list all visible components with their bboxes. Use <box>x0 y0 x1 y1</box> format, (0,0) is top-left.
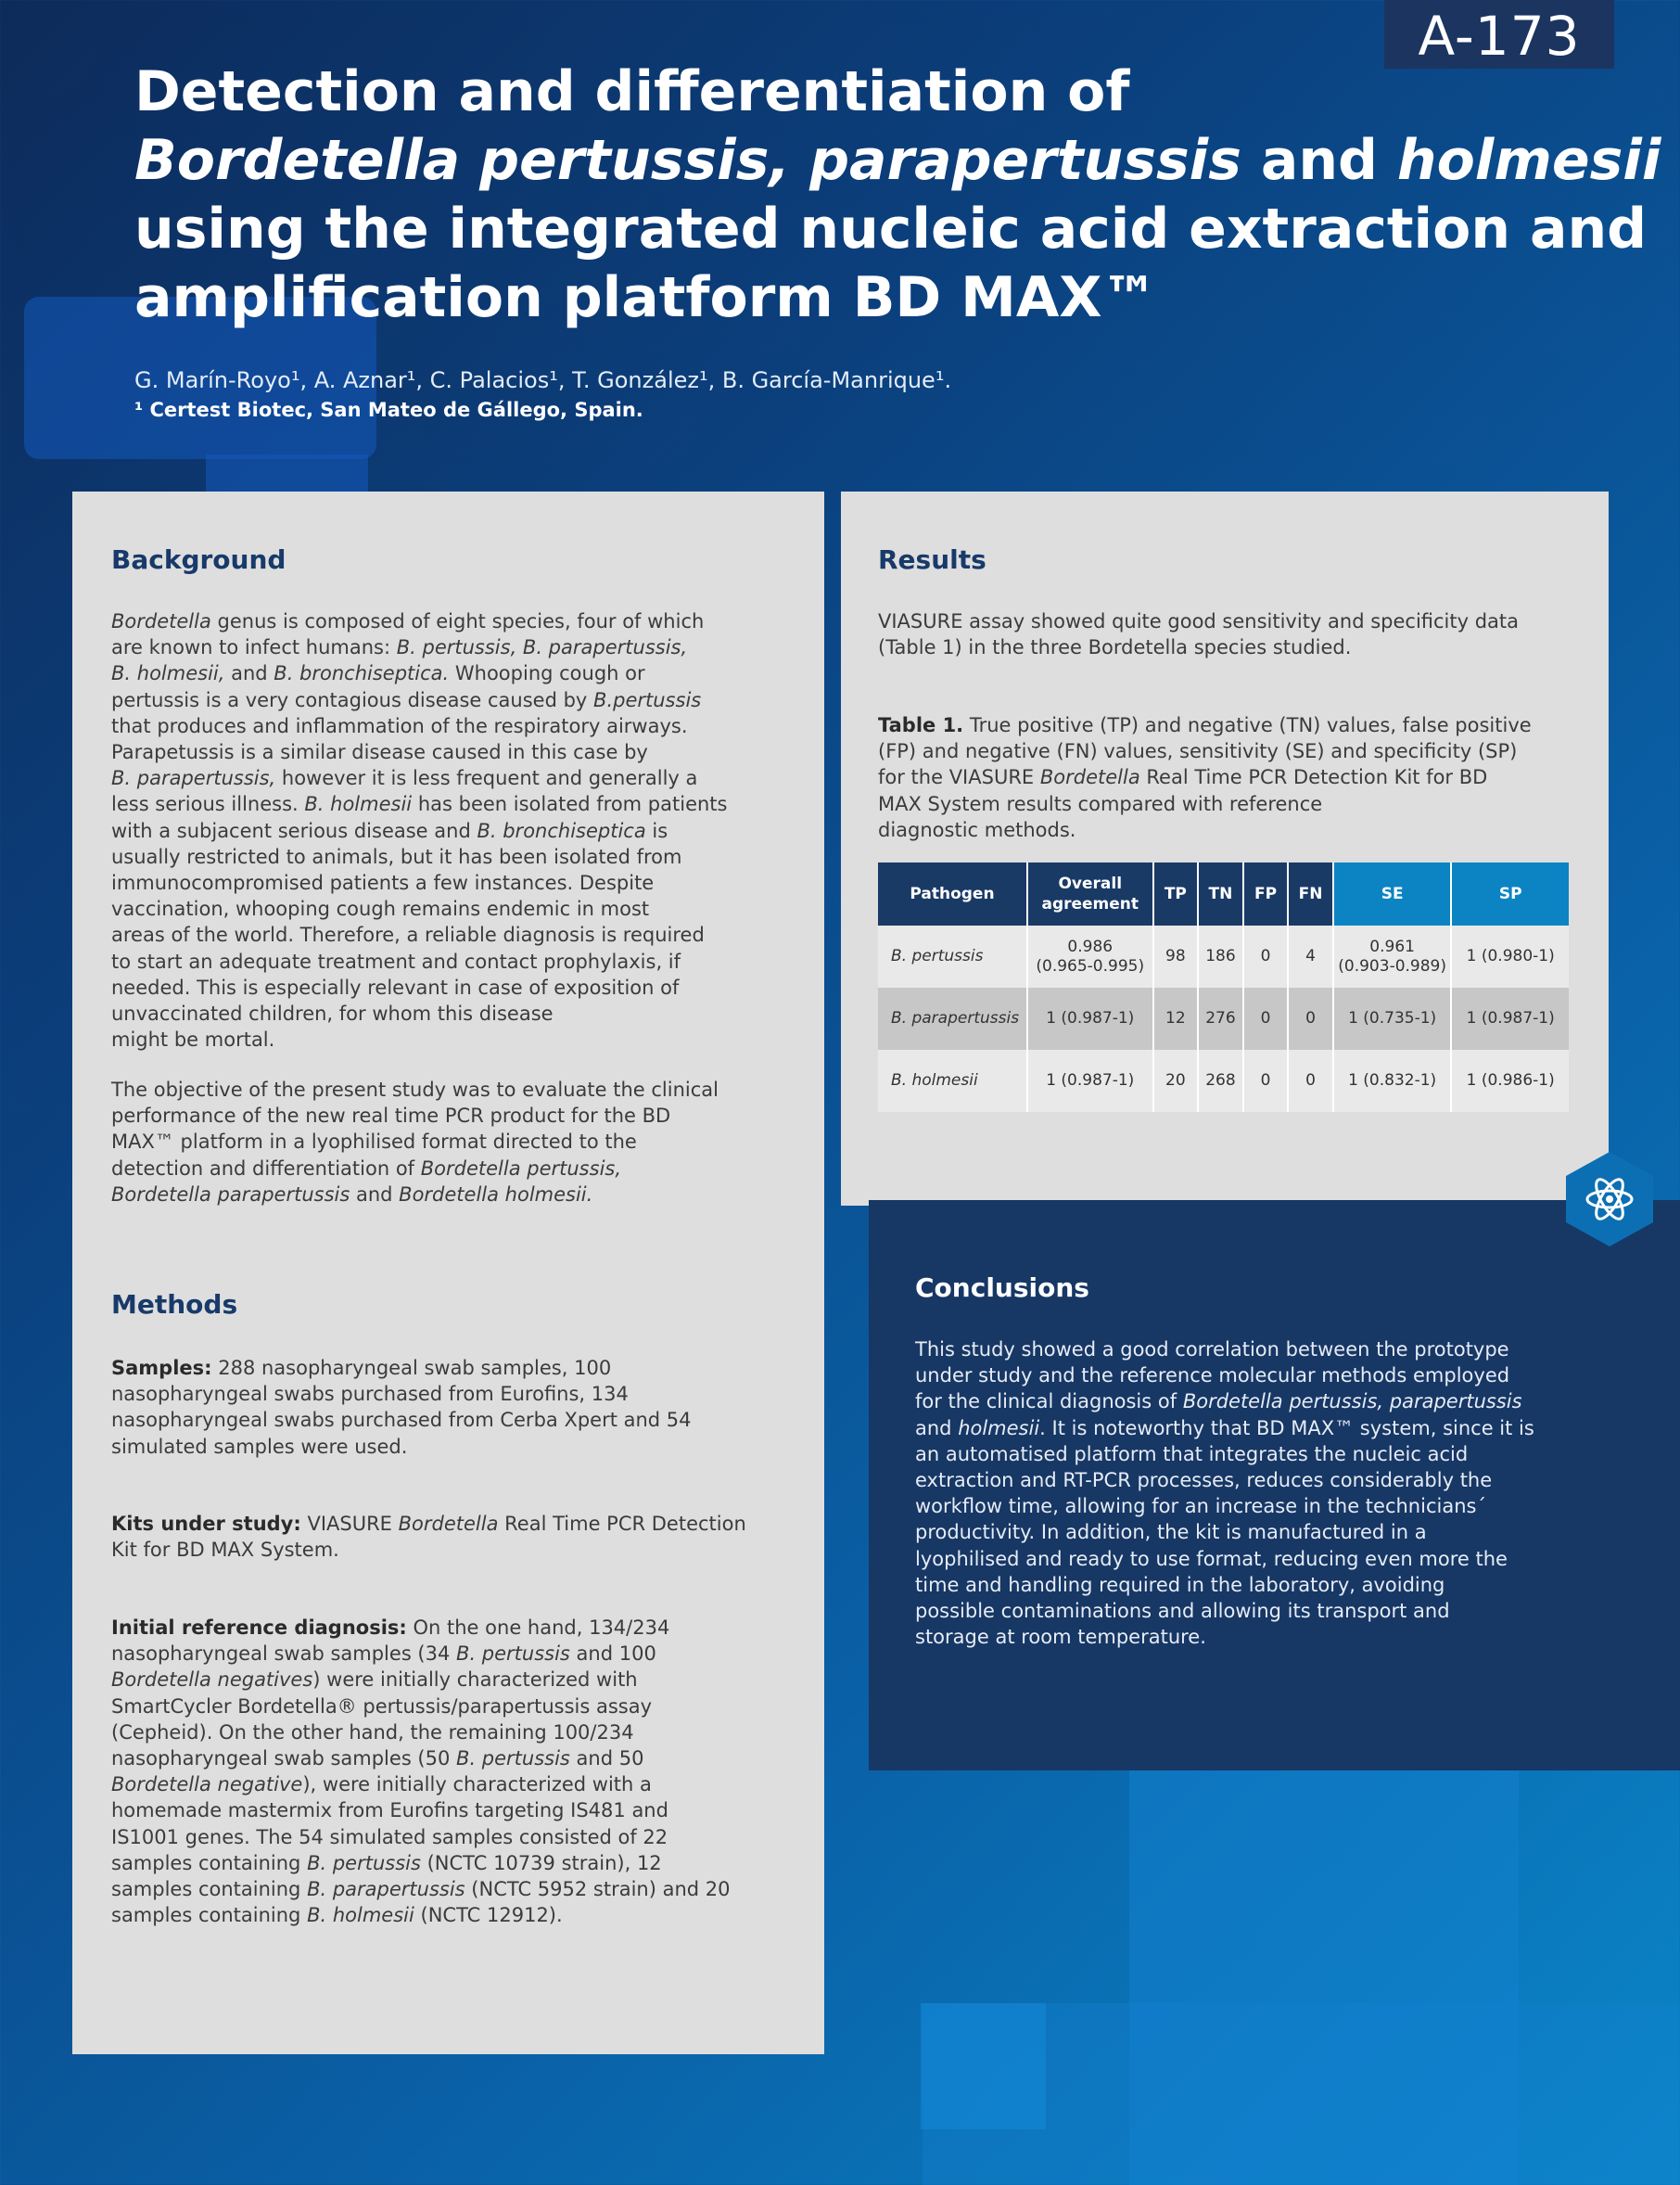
concl-line: workflow time, allowing for an increase in the technicians´ <box>915 1495 1486 1518</box>
header-pathogen: Pathogen <box>878 862 1027 926</box>
bg-line: vaccination, whooping cough remains endemic in most <box>111 898 650 921</box>
table-row <box>878 926 1569 988</box>
methods-line: Kit for BD MAX System. <box>111 1539 339 1562</box>
methods-line: nasopharyngeal swabs purchased from Eurofins, 134 <box>111 1383 629 1406</box>
bg-line: Parapetussis is a similar disease caused in this case by <box>111 741 648 764</box>
header-tn: TN <box>1198 862 1243 926</box>
concl-line: extraction and RT-PCR processes, reduces considerably the <box>915 1469 1493 1492</box>
table-row <box>878 1050 1569 1112</box>
header-fn: FN <box>1288 862 1333 926</box>
bg-line: MAX™ platform in a lyophilised format directed to the <box>111 1131 637 1154</box>
methods-line: homemade mastermix from Eurofins targeting IS481 and <box>111 1799 668 1822</box>
bg-line: pertussis is a very contagious disease caused by B.pertussis <box>111 688 702 711</box>
concl-line: time and handling required in the laboratory, avoiding <box>915 1573 1445 1596</box>
methods-line: samples containing B. parapertussis (NCTC 5952 strain) and 20 <box>111 1878 731 1901</box>
cell-overall: 1 (0.987-1) <box>1027 1050 1153 1112</box>
methods-line: SmartCycler Bordetella® pertussis/parapertussis assay <box>111 1694 653 1718</box>
methods-initial-diagnosis <box>111 1615 731 1928</box>
results-line: (Table 1) in the three Bordetella species studied. <box>878 636 1352 659</box>
methods-line: samples containing B. pertussis (NCTC 10739 strain), 12 <box>111 1851 662 1874</box>
methods-line: nasopharyngeal swabs purchased from Cerba Xpert and 54 <box>111 1409 692 1432</box>
caption-line: diagnostic methods. <box>878 818 1076 841</box>
background-heading: Background <box>111 544 286 575</box>
caption-line: Table 1. True positive (TP) and negative (TN) values, false positive <box>878 714 1532 736</box>
concl-line: storage at room temperature. <box>915 1626 1206 1649</box>
bg-line: detection and differentiation of Bordetella pertussis, <box>111 1156 622 1180</box>
title-line-3: using the integrated nucleic acid extraction and <box>134 197 1648 262</box>
methods-line: samples containing B. holmesii (NCTC 12912). <box>111 1904 563 1927</box>
title-line-2: Bordetella pertussis, parapertussis and holmesii <box>134 128 1661 193</box>
title-line-4: amplification platform BD MAX™ <box>134 265 1158 330</box>
header-fp: FP <box>1243 862 1289 926</box>
methods-line: nasopharyngeal swab samples (34 B. pertussis and 100 <box>111 1642 656 1666</box>
bg-line: usually restricted to animals, but it has been isolated from <box>111 845 682 868</box>
cell-tn: 186 <box>1198 926 1243 988</box>
cell-fn: 0 <box>1288 1050 1333 1112</box>
cell-pathogen: B. pertussis <box>878 926 1027 988</box>
cell-se: 0.961 (0.903-0.989) <box>1333 926 1452 988</box>
cell-fn: 4 <box>1288 926 1333 988</box>
methods-line: Initial reference diagnosis: On the one hand, 134/234 <box>111 1616 670 1639</box>
cell-overall: 0.986 (0.965-0.995) <box>1027 926 1153 988</box>
bg-line: B. parapertussis, however it is less frequent and generally a <box>111 767 698 790</box>
background-paragraph-2 <box>111 1077 719 1208</box>
cell-sp: 1 (0.980-1) <box>1451 926 1569 988</box>
cell-se: 1 (0.735-1) <box>1333 988 1452 1050</box>
table-header-row <box>878 862 1569 926</box>
caption-line: MAX System results compared with reference <box>878 792 1323 815</box>
methods-heading: Methods <box>111 1289 238 1320</box>
table-caption <box>878 712 1532 843</box>
cell-tp: 20 <box>1153 1050 1199 1112</box>
cell-pathogen: B. parapertussis <box>878 988 1027 1050</box>
cell-tp: 12 <box>1153 988 1199 1050</box>
results-heading: Results <box>878 544 986 575</box>
cell-fp: 0 <box>1243 988 1289 1050</box>
decorative-cross-top-left-stem <box>206 454 368 493</box>
decorative-small-cross <box>921 2003 1046 2129</box>
poster-title <box>134 58 1661 332</box>
bg-line: are known to infect humans: B. pertussis, B. parapertussis, <box>111 636 688 659</box>
bg-line: performance of the new real time PCR product for the BD <box>111 1105 671 1128</box>
header-se: SE <box>1333 862 1452 926</box>
conclusions-heading: Conclusions <box>915 1272 1089 1303</box>
methods-line: simulated samples were used. <box>111 1435 408 1458</box>
bg-line: The objective of the present study was to evaluate the clinical <box>111 1079 719 1101</box>
bg-line: with a subjacent serious disease and B. bronchiseptica is <box>111 819 668 842</box>
results-line: VIASURE assay showed quite good sensitivity and specificity data <box>878 610 1520 632</box>
background-paragraph-1 <box>111 608 727 1053</box>
authors: G. Marín-Royo¹, A. Aznar¹, C. Palacios¹, T. González¹, B. García-Manrique¹. <box>134 367 952 393</box>
concl-line: for the clinical diagnosis of Bordetella pertussis, parapertussis <box>915 1390 1522 1413</box>
header-tp: TP <box>1153 862 1199 926</box>
cell-sp: 1 (0.987-1) <box>1451 988 1569 1050</box>
bg-line: areas of the world. Therefore, a reliable diagnosis is required <box>111 924 705 947</box>
methods-line: (Cepheid). On the other hand, the remaining 100/234 <box>111 1720 634 1744</box>
methods-line: IS1001 genes. The 54 simulated samples consisted of 22 <box>111 1825 668 1848</box>
cell-pathogen: B. holmesii <box>878 1050 1027 1112</box>
table-row <box>878 988 1569 1050</box>
results-intro <box>878 608 1519 660</box>
bg-line: that produces and inflammation of the respiratory airways. <box>111 714 688 737</box>
atom-icon <box>1562 1150 1657 1248</box>
bg-line: Bordetella parapertussis and Bordetella holmesii. <box>111 1182 593 1206</box>
cell-overall: 1 (0.987-1) <box>1027 988 1153 1050</box>
methods-kits <box>111 1511 746 1563</box>
concl-line: an automatised platform that integrates the nucleic acid <box>915 1442 1469 1465</box>
methods-samples <box>111 1355 692 1460</box>
methods-line: Samples: 288 nasopharyngeal swab samples, 100 <box>111 1357 612 1379</box>
methods-line: nasopharyngeal swab samples (50 B. pertussis and 50 <box>111 1747 644 1770</box>
bg-line: less serious illness. B. holmesii has been isolated from patients <box>111 793 728 816</box>
bg-line: Bordetella genus is composed of eight species, four of which <box>111 610 705 632</box>
cell-tp: 98 <box>1153 926 1199 988</box>
results-table <box>878 862 1569 1112</box>
cell-sp: 1 (0.986-1) <box>1451 1050 1569 1112</box>
poster-number-badge: A-173 <box>1384 0 1614 69</box>
cell-se: 1 (0.832-1) <box>1333 1050 1452 1112</box>
bg-line: unvaccinated children, for whom this disease <box>111 1003 554 1026</box>
concl-line: This study showed a good correlation between the prototype <box>915 1338 1509 1361</box>
cell-tn: 268 <box>1198 1050 1243 1112</box>
methods-line: Bordetella negatives) were initially characterized with <box>111 1668 638 1692</box>
cell-fp: 0 <box>1243 1050 1289 1112</box>
header-overall: Overall agreement <box>1027 862 1153 926</box>
title-line-1: Detection and differentiation of <box>134 59 1130 124</box>
bg-line: B. holmesii, and B. bronchiseptica. Whooping cough or <box>111 662 645 685</box>
cell-tn: 276 <box>1198 988 1243 1050</box>
concl-line: under study and the reference molecular methods employed <box>915 1364 1510 1387</box>
methods-line: Bordetella negative), were initially characterized with a <box>111 1773 652 1796</box>
concl-line: productivity. In addition, the kit is manufactured in a <box>915 1521 1427 1544</box>
concl-line: and holmesii. It is noteworthy that BD MAX™ system, since it is <box>915 1416 1534 1439</box>
concl-line: lyophilised and ready to use format, reducing even more the <box>915 1547 1508 1570</box>
conclusions-text <box>915 1336 1534 1650</box>
bg-line: to start an adequate treatment and contact prophylaxis, if <box>111 950 681 973</box>
methods-line: Kits under study: VIASURE Bordetella Real Time PCR Detection <box>111 1513 746 1535</box>
cell-fn: 0 <box>1288 988 1333 1050</box>
bg-line: needed. This is especially relevant in case of exposition of <box>111 976 680 999</box>
affiliation: ¹ Certest Biotec, San Mateo de Gállego, Spain. <box>134 399 643 421</box>
bg-line: immunocompromised patients a few instances. Despite <box>111 872 655 895</box>
concl-line: possible contaminations and allowing its transport and <box>915 1600 1450 1623</box>
bg-line: might be mortal. <box>111 1029 275 1052</box>
cell-fp: 0 <box>1243 926 1289 988</box>
header-sp: SP <box>1451 862 1569 926</box>
caption-line: (FP) and negative (FN) values, sensitivity (SE) and specificity (SP) <box>878 740 1518 763</box>
caption-line: for the VIASURE Bordetella Real Time PCR Detection Kit for BD <box>878 766 1488 789</box>
